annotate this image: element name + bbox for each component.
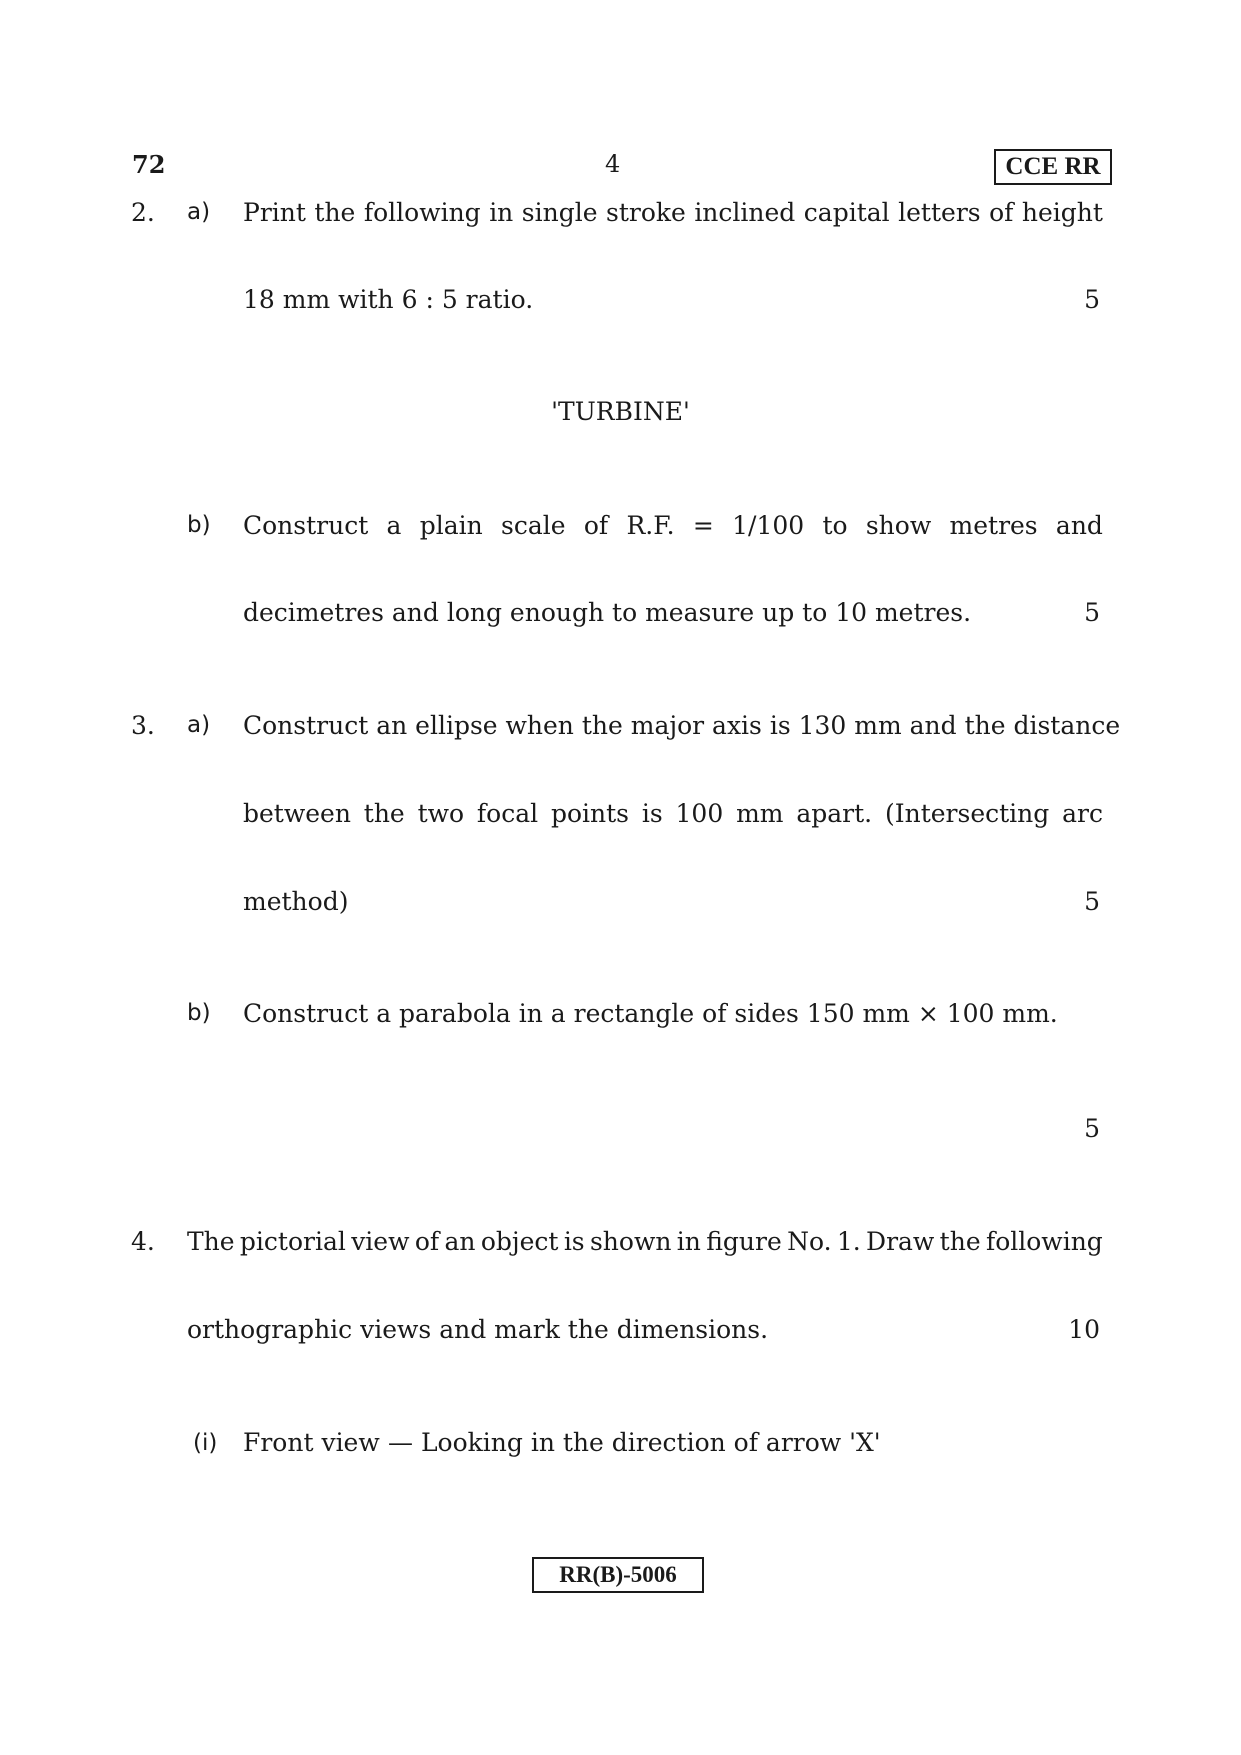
word: two <box>417 799 465 828</box>
word: pictorial <box>239 1227 346 1256</box>
question-text-line: 18 mm with 6 : 5 ratio. <box>243 285 534 314</box>
word: arc <box>1062 799 1103 828</box>
view-name: Front view <box>243 1428 380 1457</box>
word: scale <box>501 511 566 540</box>
marks-value: 10 <box>1068 1315 1100 1344</box>
question-text-line: Construct a parabola in a rectangle of sides 150 mm × 100 mm. <box>243 999 1058 1028</box>
word: metres <box>949 511 1038 540</box>
word: mm <box>736 799 784 828</box>
word: object <box>480 1227 559 1256</box>
item-label: (i) <box>193 1430 218 1456</box>
word: No. <box>787 1227 832 1256</box>
word: a <box>386 511 402 540</box>
word: between <box>243 799 351 828</box>
part-label: a) <box>187 199 211 225</box>
word: plain <box>419 511 483 540</box>
word: the <box>939 1227 981 1256</box>
word: 100 <box>675 799 724 828</box>
question-text-line: orthographic views and mark the dimensions. <box>187 1315 769 1344</box>
marks-value: 5 <box>1084 598 1100 627</box>
justified-line <box>243 799 1103 829</box>
word: view <box>351 1227 410 1256</box>
marks-value: 5 <box>1084 285 1100 314</box>
word: show <box>865 511 932 540</box>
word: the <box>314 198 356 227</box>
word: following <box>363 198 481 227</box>
word: in <box>676 1227 701 1256</box>
word: and <box>1055 511 1103 540</box>
lettering-text: 'TURBINE' <box>551 397 690 426</box>
question-text-line: method) <box>243 887 349 916</box>
question-number: 3. <box>131 711 155 740</box>
question-number: 2. <box>131 198 155 227</box>
question-text-line: decimetres and long enough to measure up to 10 metres. <box>243 598 972 627</box>
word: single <box>521 198 598 227</box>
word: Print <box>243 198 306 227</box>
marks-value: 5 <box>1084 887 1100 916</box>
word: = <box>692 511 714 540</box>
word: letters <box>898 198 981 227</box>
word: The <box>187 1227 235 1256</box>
word: is <box>563 1227 585 1256</box>
justified-line <box>187 1227 1103 1257</box>
word: 1. <box>836 1227 861 1256</box>
view-direction: — Looking in the direction of arrow 'X' <box>388 1428 881 1457</box>
word: is <box>641 799 663 828</box>
word: stroke <box>606 198 686 227</box>
word: apart. <box>796 799 873 828</box>
part-label: b) <box>187 1000 211 1026</box>
word: (Intersecting <box>884 799 1050 828</box>
word: shown <box>589 1227 672 1256</box>
justified-line <box>243 511 1103 541</box>
word: R.F. <box>626 511 675 540</box>
question-text-line: Construct an ellipse when the major axis is 130 mm and the distance <box>243 711 1121 740</box>
word: height <box>1021 198 1103 227</box>
marks-value: 5 <box>1084 1114 1100 1143</box>
word: in <box>489 198 514 227</box>
word: of <box>583 511 609 540</box>
word: the <box>363 799 405 828</box>
part-label: a) <box>187 712 211 738</box>
word: of <box>414 1227 440 1256</box>
word: inclined <box>694 198 796 227</box>
word: capital <box>803 198 890 227</box>
series-badge: CCE RR <box>994 149 1112 185</box>
word: of <box>989 198 1014 227</box>
page-code: 72 <box>132 150 166 179</box>
word: following <box>985 1227 1103 1256</box>
paper-code-badge: RR(B)-5006 <box>532 1557 704 1593</box>
part-label: b) <box>187 512 211 538</box>
justified-line <box>243 198 1103 228</box>
word: points <box>550 799 630 828</box>
word: focal <box>476 799 539 828</box>
word: an <box>444 1227 476 1256</box>
question-number: 4. <box>131 1227 155 1256</box>
page-number: 4 <box>605 150 621 178</box>
word: Construct <box>243 511 369 540</box>
word: 1/100 <box>732 511 805 540</box>
word: figure <box>706 1227 782 1256</box>
word: to <box>822 511 848 540</box>
word: Draw <box>866 1227 935 1256</box>
